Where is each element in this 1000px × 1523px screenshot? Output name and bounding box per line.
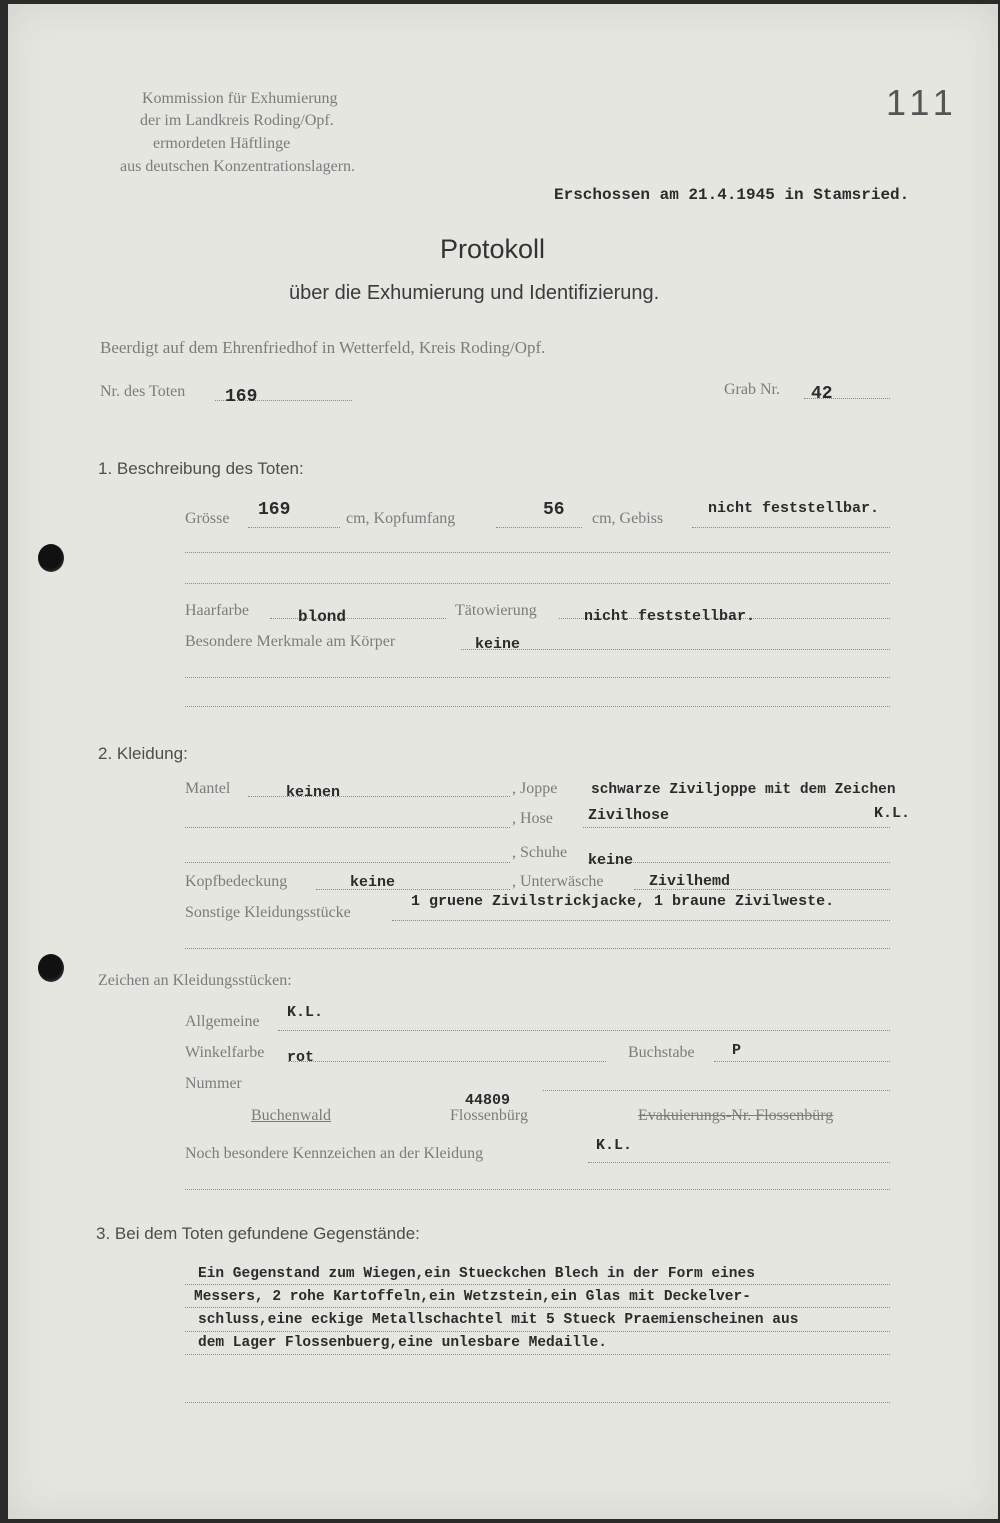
- angle-color-value: rot: [287, 1049, 315, 1066]
- letter-label: Buchstabe: [628, 1044, 695, 1061]
- burial-line: Beerdigt auf dem Ehrenfriedhof in Wetterfeld, Kreis Roding/Opf.: [100, 338, 546, 357]
- page-title: Protokoll: [440, 234, 546, 264]
- grave-value: 42: [811, 384, 833, 404]
- dead-number-label: Nr. des Toten: [100, 383, 186, 400]
- other-marks-label: Noch besondere Kennzeichen an der Kleidung: [185, 1145, 484, 1162]
- document-page: [8, 4, 998, 1519]
- teeth-label: cm, Gebiss: [592, 510, 664, 527]
- hair-label: Haarfarbe: [185, 602, 249, 619]
- jacket-value: schwarze Ziviljoppe mit dem Zeichen: [591, 782, 896, 798]
- angle-color-label: Winkelfarbe: [185, 1044, 265, 1061]
- evacuation-number-label: Evakuierungs-Nr. Flossenbürg: [638, 1107, 834, 1124]
- body-marks-value: keine: [475, 636, 521, 653]
- other-clothing-label: Sonstige Kleidungsstücke: [185, 904, 351, 921]
- coat-value: keinen: [286, 784, 341, 801]
- items-line-2: Messers, 2 rohe Kartoffeln,ein Wetzstein,ein Glas mit Deckelver-: [194, 1289, 751, 1305]
- head-value: 56: [543, 500, 565, 520]
- jacket-label: , Joppe: [512, 780, 558, 797]
- shoes-value: keine: [588, 852, 634, 869]
- commission-line-1: Kommission für Exhumierung: [142, 90, 338, 107]
- punch-hole-top: [38, 544, 64, 572]
- commission-line-2: der im Landkreis Roding/Opf.: [140, 112, 334, 129]
- commission-line-4: aus deutschen Konzentrationslagern.: [120, 158, 356, 175]
- camp-buchenwald: Buchenwald: [251, 1107, 331, 1124]
- items-line-3: schluss,eine eckige Metallschachtel mit 5 Stueck Praemienscheinen aus: [198, 1312, 799, 1328]
- punch-hole-bottom: [38, 954, 64, 982]
- items-line-1: Ein Gegenstand zum Wiegen,ein Stueckchen Blech in der Form eines: [198, 1266, 755, 1282]
- body-marks-label: Besondere Merkmale am Körper: [185, 633, 396, 650]
- height-value: 169: [258, 500, 291, 520]
- hair-value: blond: [298, 608, 347, 626]
- dead-number-value: 169: [225, 387, 258, 407]
- clothing-marks-heading: Zeichen an Kleidungsstücken:: [98, 972, 292, 989]
- number-label: Nummer: [185, 1075, 242, 1092]
- headwear-label: Kopfbedeckung: [185, 873, 288, 890]
- teeth-value: nicht feststellbar.: [708, 500, 880, 517]
- other-marks-value: K.L.: [596, 1137, 633, 1154]
- trousers-label: , Hose: [512, 810, 553, 827]
- other-clothing-value: 1 gruene Zivilstrickjacke, 1 braune Zivilweste.: [411, 893, 835, 910]
- grave-label: Grab Nr.: [724, 381, 780, 398]
- section1-heading: 1. Beschreibung des Toten:: [98, 459, 304, 478]
- general-mark-label: Allgemeine: [185, 1013, 260, 1030]
- tattoo-value: nicht feststellbar.: [584, 608, 756, 625]
- camp-flossenburg-number: 44809: [465, 1092, 511, 1109]
- coat-label: Mantel: [185, 780, 231, 797]
- camp-flossenburg: Flossenbürg: [450, 1107, 528, 1124]
- section2-heading: 2. Kleidung:: [98, 744, 188, 763]
- shot-note: Erschossen am 21.4.1945 in Stamsried.: [554, 186, 910, 204]
- trousers-value: Zivilhose: [588, 807, 670, 824]
- head-label: cm, Kopfumfang: [346, 510, 456, 527]
- headwear-value: keine: [350, 874, 396, 891]
- page-subtitle: über die Exhumierung und Identifizierung.: [289, 282, 660, 304]
- items-line-4: dem Lager Flossenbuerg,eine unlesbare Medaille.: [198, 1335, 607, 1351]
- underwear-value: Zivilhemd: [649, 873, 731, 890]
- height-label: Grösse: [185, 510, 230, 527]
- page-number: 111: [886, 82, 959, 123]
- letter-value: P: [732, 1042, 742, 1059]
- commission-line-3: ermordeten Häftlinge: [153, 135, 291, 152]
- trousers-mark: K.L.: [874, 805, 911, 822]
- section3-heading: 3. Bei dem Toten gefundene Gegenstände:: [96, 1224, 420, 1243]
- tattoo-label: Tätowierung: [455, 602, 537, 619]
- general-mark-value: K.L.: [287, 1004, 324, 1021]
- shoes-label: , Schuhe: [512, 844, 568, 861]
- underwear-label: , Unterwäsche: [512, 873, 604, 890]
